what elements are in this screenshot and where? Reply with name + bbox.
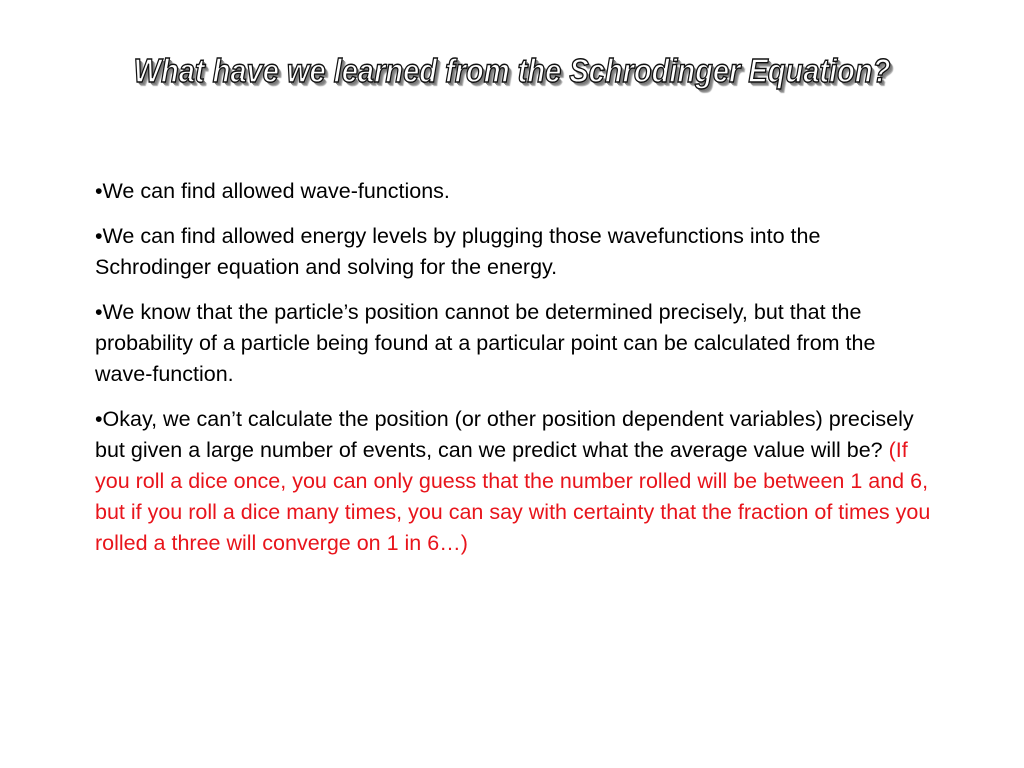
bullet-item-4	[95, 404, 935, 559]
slide-title: What have we learned from the Schrodinger Equation?	[133, 52, 891, 89]
bullet-text-2: •We can find allowed energy levels by plugging those wavefunctions into the Schrodinger equation and solving for the energy.	[95, 224, 821, 279]
bullet-item-2	[95, 221, 935, 283]
bullet-list	[95, 176, 935, 573]
bullet-text-3: •We know that the particle’s position cannot be determined precisely, but that the probability of a particle being found at a particular point can be calculated from the wave-function.	[95, 300, 876, 386]
bullet-note-4: (If you roll a dice once, you can only guess that the number rolled will be between 1 and 6, but if you roll a dice many times, you can say with certainty that the fraction of times you rolled a three will converge on 1 in 6…)	[95, 438, 931, 555]
bullet-text-1: •We can find allowed wave-functions.	[95, 179, 450, 203]
bullet-text-4: •Okay, we can’t calculate the position (or other position dependent variables) precisely but given a large number of events, can we predict what the average value will be?	[95, 407, 914, 462]
bullet-item-1	[95, 176, 935, 207]
bullet-item-3	[95, 297, 935, 390]
